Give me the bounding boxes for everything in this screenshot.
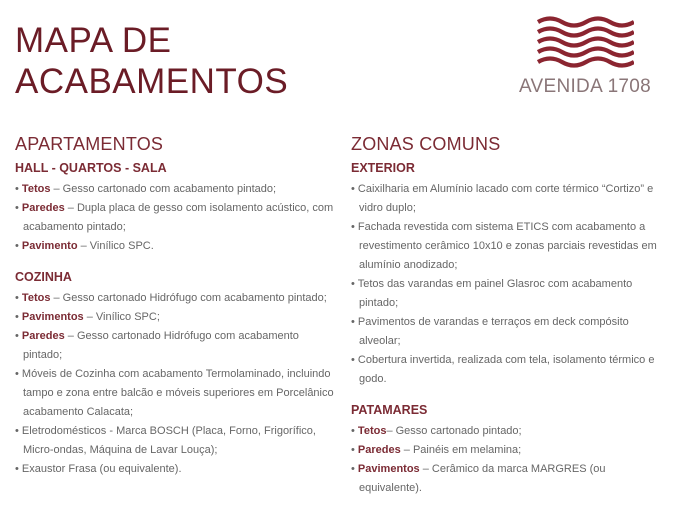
item-text: Móveis de Cozinha com acabamento Termolaminado, incluindo tampo e zona entre balcão e móveis superiores em Porcelânico acabamento Calacata; <box>21 368 334 418</box>
section <box>15 270 335 479</box>
common-zones-column <box>351 134 661 512</box>
bullet-icon: • <box>351 463 358 475</box>
list-item <box>15 289 335 308</box>
section <box>15 161 335 256</box>
item-text: Cobertura invertida, realizada com tela, isolamento térmico e godo. <box>357 354 655 385</box>
item-text: – Gesso cartonado Hidrófugo com acabamento pintado; <box>50 292 327 304</box>
apartments-heading: APARTAMENTOS <box>15 134 164 154</box>
item-text: – Dupla placa de gesso com isolamento acústico, com acabamento pintado; <box>23 202 334 233</box>
title-line-1: MAPA DE <box>15 21 172 60</box>
list-item <box>15 237 335 256</box>
section-heading: COZINHA <box>15 270 72 284</box>
item-label: Paredes <box>21 330 65 342</box>
section <box>351 403 661 498</box>
bullet-icon: • <box>15 311 22 323</box>
bullet-icon: • <box>351 278 358 290</box>
section-heading: HALL - QUARTOS - SALA <box>15 161 167 175</box>
item-text: – Vinílico SPC. <box>77 240 154 252</box>
apartments-sections <box>15 161 335 479</box>
bullet-icon: • <box>15 463 22 475</box>
bullet-icon: • <box>351 425 358 437</box>
item-text: Exaustor Frasa (ou equivalente). <box>21 463 182 475</box>
item-label: Tetos <box>21 183 51 195</box>
item-text: – Cerâmico da marca MARGRES (ou equivalente). <box>359 463 606 494</box>
list-item <box>351 351 661 389</box>
list-item <box>15 460 335 479</box>
bullet-icon: • <box>351 444 358 456</box>
section <box>351 161 661 389</box>
apartments-column <box>15 134 335 493</box>
list-item <box>351 441 661 460</box>
list-item <box>15 365 335 422</box>
item-text: Pavimentos de varandas e terraços em deck compósito alveolar; <box>357 316 629 347</box>
list-item <box>15 308 335 327</box>
item-label: Pavimentos <box>21 311 84 323</box>
item-text: Caixilharia em Alumínio lacado com corte térmico “Cortizo” e vidro duplo; <box>357 183 654 214</box>
bullet-icon: • <box>15 292 22 304</box>
list-item <box>351 218 661 275</box>
page-title <box>15 20 288 102</box>
list-item <box>351 422 661 441</box>
item-label: Tetos <box>357 425 387 437</box>
bullet-icon: • <box>15 368 22 380</box>
bullet-icon: • <box>15 183 22 195</box>
bullet-icon: • <box>15 240 22 252</box>
bullet-icon: • <box>15 425 22 437</box>
bullet-icon: • <box>351 354 358 366</box>
item-text: – Gesso cartonado com acabamento pintado; <box>50 183 277 195</box>
item-label: Pavimentos <box>357 463 420 475</box>
list-item <box>351 275 661 313</box>
title-line-2: ACABAMENTOS <box>15 62 289 101</box>
list-item <box>15 180 335 199</box>
list-item <box>15 327 335 365</box>
item-text: Eletrodomésticos - Marca BOSCH (Placa, Forno, Frigorífico, Micro-ondas, Máquina de Lavar Louça); <box>21 425 316 456</box>
list-item <box>351 313 661 351</box>
item-text: – Vinílico SPC; <box>83 311 160 323</box>
item-text: – Gesso cartonado pintado; <box>386 425 522 437</box>
bullet-icon: • <box>15 330 22 342</box>
item-text: – Painéis em melamina; <box>400 444 522 456</box>
bullet-icon: • <box>351 221 358 233</box>
bullet-icon: • <box>15 202 22 214</box>
item-text: Tetos das varandas em painel Glasroc com acabamento pintado; <box>357 278 633 309</box>
section-heading: EXTERIOR <box>351 161 415 175</box>
bullet-icon: • <box>351 316 358 328</box>
list-item <box>15 422 335 460</box>
common-zones-heading: ZONAS COMUNS <box>351 134 501 154</box>
logo-text: AVENIDA 1708 <box>518 76 652 97</box>
avenida-logo <box>510 16 660 104</box>
item-text: Fachada revestida com sistema ETICS com acabamento a revestimento cerâmico 10x10 e zonas parciais revestidas em alumínio anodizado; <box>357 221 657 271</box>
list-item <box>15 199 335 237</box>
item-label: Pavimento <box>21 240 78 252</box>
bullet-icon: • <box>351 183 358 195</box>
section-heading: PATAMARES <box>351 403 428 417</box>
item-text: – Gesso cartonado Hidrófugo com acabamento pintado; <box>23 330 299 361</box>
list-item <box>351 180 661 218</box>
list-item <box>351 460 661 498</box>
common-zones-sections <box>351 161 661 498</box>
item-label: Paredes <box>21 202 65 214</box>
waves-logo-icon <box>536 16 634 68</box>
item-label: Paredes <box>357 444 401 456</box>
item-label: Tetos <box>21 292 51 304</box>
